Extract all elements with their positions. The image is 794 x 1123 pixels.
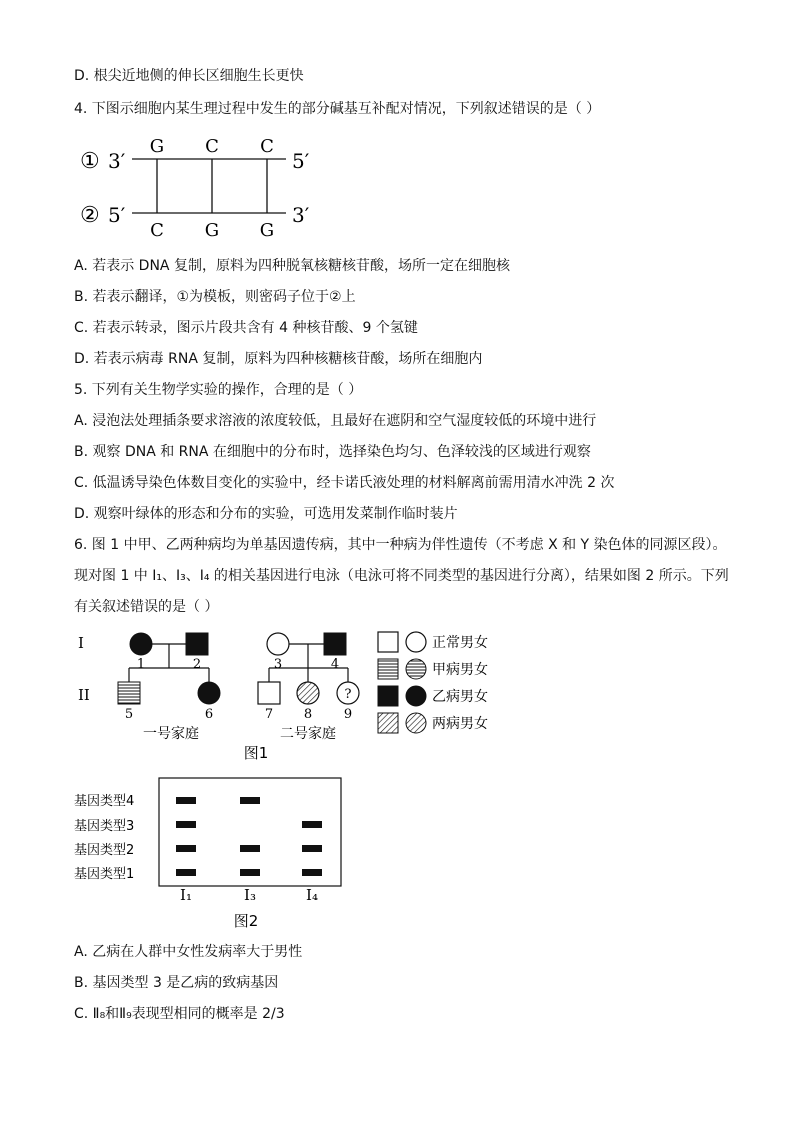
q4-option-d: D. 若表示病毒 RNA 复制，原料为四种核糖核苷酸，场所在细胞内: [74, 351, 483, 367]
figure-2-caption: 图2: [233, 912, 259, 930]
band-type3-lane1: [176, 821, 196, 828]
legend-disease-a-label: 甲病男女: [432, 662, 488, 678]
f1-ii5-male-disease-a: [118, 682, 140, 704]
q6-stem-1: 6. 图 1 中甲、乙两种病均为单基因遗传病，其中一种病为伴性遗传（不考虑 X 和 Y 染色体的同源区段）。: [74, 537, 727, 553]
f2-number-7: 7: [264, 707, 274, 722]
legend-normal-label: 正常男女: [432, 635, 488, 651]
top-base-3: C: [260, 136, 274, 157]
f1-number-5: 5: [124, 707, 134, 722]
f2-ii8-female-both-diseases: [297, 682, 319, 704]
q5-option-a: A. 浸泡法处理插条要求溶液的浓度较低，且最好在遮阴和空气湿度较低的环境中进行: [74, 413, 597, 429]
q6-stem-2: 现对图 1 中 I₁、I₃、I₄ 的相关基因进行电泳（电泳可将不同类型的基因进行分离），结果如图 2 所示。下列: [74, 568, 729, 584]
f2-i4-male-disease-b: [324, 633, 346, 655]
f1-ii6-female-disease-b: [198, 682, 220, 704]
row-label-type-4: 基因类型4: [74, 794, 135, 809]
f2-number-3: 3: [273, 657, 283, 672]
row-label-type-2: 基因类型2: [74, 843, 135, 858]
band-type2-lane1: [176, 845, 196, 852]
band-type4-lane1: [176, 797, 196, 804]
q5-option-d: D. 观察叶绿体的形态和分布的实验，可选用发菜制作临时装片: [74, 506, 458, 522]
generation-label-i: I: [78, 634, 84, 652]
f2-number-8: 8: [303, 707, 313, 722]
strand-1-right-end: 5′: [292, 149, 310, 173]
q4-option-b: B. 若表示翻译，①为模板，则密码子位于②上: [74, 289, 356, 305]
q6-option-c: C. Ⅱ₈和Ⅱ₉表现型相同的概率是 2/3: [74, 1006, 285, 1022]
generation-label-ii: II: [78, 686, 90, 704]
q4-option-a: A. 若表示 DNA 复制，原料为四种脱氧核糖核苷酸，场所一定在细胞核: [74, 258, 510, 274]
q4-stem: 4. 下图示细胞内某生理过程中发生的部分碱基互补配对情况，下列叙述错误的是（ ）: [74, 101, 601, 117]
f1-number-2: 2: [192, 657, 202, 672]
f2-i3-female-normal: [267, 633, 289, 655]
band-type2-lane2: [240, 845, 260, 852]
band-type1-lane1: [176, 869, 196, 876]
bottom-base-2: G: [204, 220, 220, 241]
q5-option-b: B. 观察 DNA 和 RNA 在细胞中的分布时，选择染色均匀、色泽较浅的区域进行观察: [74, 444, 591, 460]
strand-1-left-end: 3′: [108, 149, 126, 173]
electrophoresis-figure: [70, 774, 360, 934]
band-type1-lane2: [240, 869, 260, 876]
strand-1-label: ①: [80, 149, 100, 174]
q5-option-c: C. 低温诱导染色体数目变化的实验中，经卡诺氏液处理的材料解离前需用清水冲洗 2 次: [74, 475, 615, 491]
pedigree-figure: [70, 624, 510, 764]
legend-disease-b-female: [406, 686, 426, 706]
f2-number-9: 9: [343, 707, 353, 722]
legend-disease-a-female: [406, 659, 426, 679]
q3-option-d: D. 根尖近地侧的伸长区细胞生长更快: [74, 68, 304, 84]
top-base-2: C: [205, 136, 219, 157]
f2-unknown-mark: ?: [344, 687, 352, 702]
band-type2-lane3: [302, 845, 322, 852]
strand-2-right-end: 3′: [292, 203, 310, 227]
strand-2-left-end: 5′: [108, 203, 126, 227]
legend-disease-b-male: [378, 686, 398, 706]
q5-stem: 5. 下列有关生物学实验的操作，合理的是（ ）: [74, 382, 363, 398]
q4-option-c: C. 若表示转录，图示片段共含有 4 种核苷酸、9 个氢键: [74, 320, 418, 336]
f1-i1-female-disease-b: [130, 633, 152, 655]
band-type3-lane3: [302, 821, 322, 828]
figure-1-caption: 图1: [243, 744, 269, 762]
bottom-base-1: C: [150, 220, 164, 241]
family-1-caption: 一号家庭: [143, 726, 199, 742]
legend-both-male: [378, 713, 398, 733]
q6-option-b: B. 基因类型 3 是乙病的致病基因: [74, 975, 279, 991]
top-base-1: G: [149, 136, 165, 157]
bottom-base-3: G: [259, 220, 275, 241]
q6-option-a: A. 乙病在人群中女性发病率大于男性: [74, 944, 303, 960]
f2-number-4: 4: [330, 657, 340, 672]
row-label-type-1: 基因类型1: [74, 867, 135, 882]
lane-label-i3: I₃: [244, 886, 256, 904]
legend-normal-male: [378, 632, 398, 652]
lane-label-i4: I₄: [306, 886, 318, 904]
row-label-type-3: 基因类型3: [74, 819, 135, 834]
legend-disease-a-male: [378, 659, 398, 679]
base-pairing-figure: [74, 130, 334, 242]
family-2-caption: 二号家庭: [280, 726, 336, 742]
f1-number-1: 1: [136, 657, 146, 672]
legend-both-female: [406, 713, 426, 733]
f1-i2-male-disease-b: [186, 633, 208, 655]
legend-normal-female: [406, 632, 426, 652]
q6-stem-3: 有关叙述错误的是（ ）: [74, 599, 219, 615]
legend-both-label: 两病男女: [432, 716, 488, 732]
strand-2-label: ②: [80, 203, 100, 228]
f2-ii7-male-normal: [258, 682, 280, 704]
f1-number-6: 6: [204, 707, 214, 722]
legend-disease-b-label: 乙病男女: [432, 689, 488, 705]
lane-label-i1: I₁: [180, 886, 192, 904]
band-type4-lane2: [240, 797, 260, 804]
band-type1-lane3: [302, 869, 322, 876]
